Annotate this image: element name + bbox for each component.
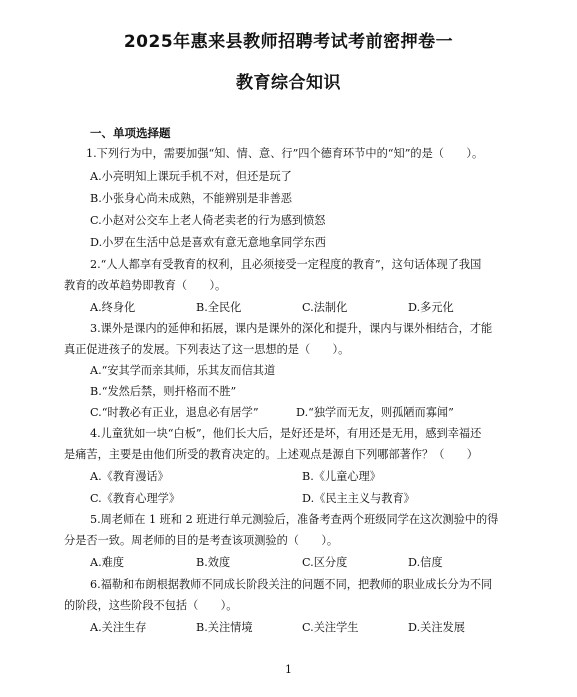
question-1-option-b: B.小张身心尚未成熟，不能辨别是非善恶 bbox=[90, 192, 292, 205]
question-5-option-c: C.区分度 bbox=[302, 556, 348, 569]
question-4-option-d: D.《民主主义与教育》 bbox=[302, 492, 415, 505]
question-6-option-a: A.关注生存 bbox=[90, 621, 147, 634]
question-5-stem-line2: 分是否一致。周老师的目的是考查该项测验的（ ）。 bbox=[64, 534, 339, 547]
question-1-option-d: D.小罗在生活中总是喜欢有意无意地拿同学东西 bbox=[90, 236, 326, 249]
question-5-option-a: A.难度 bbox=[90, 556, 125, 569]
question-4-option-c: C.《教育心理学》 bbox=[90, 492, 181, 505]
question-3-option-b: B.“发然后禁，则扞格而不胜” bbox=[90, 385, 237, 398]
question-6-stem-line1: 6.福勒和布朗根据教师不同成长阶段关注的问题不同，把教师的职业成长分为不同 bbox=[90, 578, 493, 591]
question-4-option-a: A.《教育漫话》 bbox=[90, 470, 169, 483]
question-5-option-b: B.效度 bbox=[196, 556, 231, 569]
question-2-option-d: D.多元化 bbox=[408, 301, 454, 314]
question-2-option-c: C.法制化 bbox=[302, 301, 348, 314]
question-2-stem-line2: 教育的改革趋势即教育（ ）。 bbox=[64, 279, 227, 292]
question-5-stem-line1: 5.周老师在 1 班和 2 班进行单元测验后，准备考查两个班级同学在这次测验中的得 bbox=[90, 513, 499, 526]
question-2-option-a: A.终身化 bbox=[90, 301, 136, 314]
question-2-stem-line1: 2.“人人都享有受教育的权利，且必须接受一定程度的教育”，这句话体现了我国 bbox=[90, 258, 482, 271]
document-subtitle: 教育综合知识 bbox=[236, 73, 341, 93]
question-3-option-d: D.“独学而无友，则孤陋而寡闻” bbox=[296, 406, 454, 419]
question-6-stem-line2: 的阶段，这些阶段不包括（ ）。 bbox=[64, 599, 238, 612]
question-6-option-c: C.关注学生 bbox=[302, 621, 359, 634]
question-4-option-b: B.《儿童心理》 bbox=[302, 470, 381, 483]
section-heading: 一、单项选择题 bbox=[90, 126, 171, 140]
question-3-stem-line1: 3.课外是课内的延伸和拓展，课内是课外的深化和提升，课内与课外相结合，才能 bbox=[90, 322, 493, 335]
page-number: 1 bbox=[285, 663, 292, 676]
question-3-option-a: A.“安其学而亲其师，乐其友而信其道 bbox=[90, 364, 276, 377]
question-4-stem-line1: 4.儿童犹如一块“白板”，他们长大后，是好还是坏，有用还是无用，感到幸福还 bbox=[90, 427, 482, 440]
question-3-stem-line2: 真正促进孩子的发展。下列表达了这一思想的是（ ）。 bbox=[64, 343, 350, 356]
document-title: 2025年惠来县教师招聘考试考前密押卷一 bbox=[123, 32, 454, 52]
question-1-option-c: C.小赵对公交车上老人倚老卖老的行为感到愤怒 bbox=[90, 214, 326, 227]
question-1-option-a: A.小亮明知上课玩手机不对，但还是玩了 bbox=[90, 170, 292, 183]
question-3-option-c: C.“时教必有正业，退息必有居学” bbox=[90, 406, 259, 419]
question-5-option-d: D.信度 bbox=[408, 556, 443, 569]
question-4-stem-line2: 是痛苦，主要是由他们所受的教育决定的。上述观点是源自下列哪部著作？（ ） bbox=[64, 448, 478, 461]
question-1-stem: 1.下列行为中，需要加强“知、情、意、行”四个德育环节中的“知”的是（ ）。 bbox=[86, 147, 484, 160]
question-6-option-d: D.关注发展 bbox=[408, 621, 465, 634]
question-2-option-b: B.全民化 bbox=[196, 301, 242, 314]
question-6-option-b: B.关注情境 bbox=[196, 621, 253, 634]
